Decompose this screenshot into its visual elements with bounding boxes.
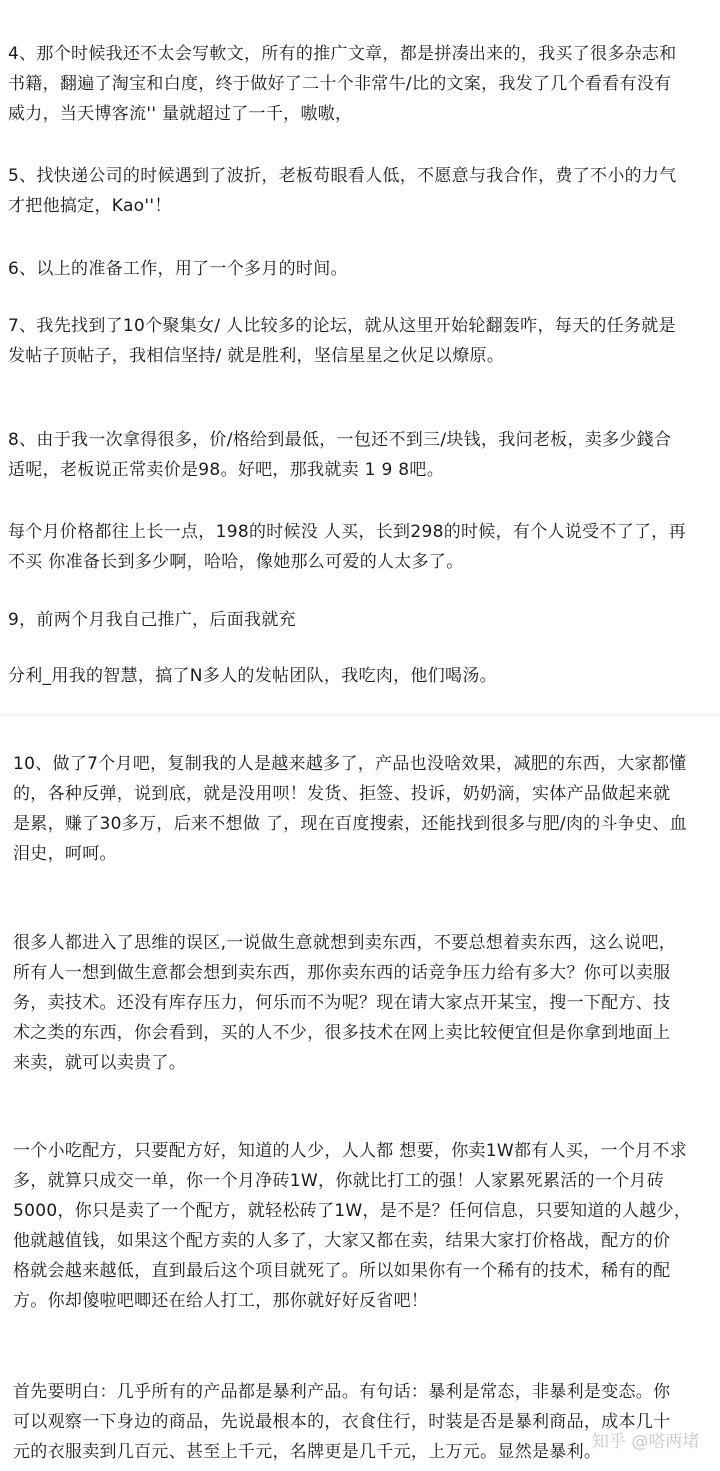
- zhihu-watermark: 知乎 @嗒两堵: [592, 1432, 700, 1452]
- paragraph-8: [8, 425, 671, 485]
- paragraph-7: [8, 311, 676, 371]
- text-line: 术之类的东西，你会看到，买的人不少，很多技术在网上卖比较便宜但是你拿到地面上: [13, 1023, 671, 1043]
- text-line: 元的衣服卖到几百元、甚至上千元，名牌更是几千元，上万元。显然是暴利。: [13, 1442, 602, 1462]
- paragraph-13: [13, 1377, 670, 1467]
- text-line: 8、由于我一次拿得很多，价/格给到最低，一包还不到三/块钱，我问老板，卖多少錢合: [8, 430, 672, 450]
- text-line: 很多人都进入了思维的误区,一说做生意就想到卖东西，不要总想着卖东西，这么说吧，: [13, 933, 677, 953]
- text-line: 才把他搞定，Kao''！: [8, 196, 172, 216]
- paragraph-4: [8, 39, 677, 129]
- paragraph-6: [8, 254, 348, 284]
- text-line: 可以观察一下身边的商品，先说最根本的，衣食住行，时装是否是暴利商品，成本几十: [13, 1412, 671, 1432]
- text-line: 每个月价格都往上长一点，198的时候没 人买，长到298的时候，有个人说受不了了，再: [8, 522, 686, 542]
- text-line: 5、找快递公司的时候遇到了波折，老板苟眼看人低，不愿意与我合作，费了不小的力气: [8, 166, 677, 186]
- text-line: 6、以上的准备工作，用了一个多月的时间。: [8, 259, 348, 279]
- text-line: 威力，当天博客流'' 量就超过了一千，嗷嗷，: [8, 104, 353, 124]
- text-line: 所有人一想到做生意都会想到卖东西，那你卖东西的话竞争压力给有多大？你可以卖服: [13, 963, 671, 983]
- text-line: 一个小吃配方，只要配方好，知道的人少，人人都 想要，你卖1W都有人买，一个月不求: [13, 1141, 688, 1161]
- text-line: 书籍，翻遍了淘宝和白度，终于做好了二十个非常牛/比的文案，我发了几个看看有没有: [8, 74, 672, 94]
- paragraph-9: [8, 605, 296, 635]
- text-line: 方。你却傻啦吧唧还在给人打工，那你就好好反省吧！: [13, 1291, 429, 1311]
- text-line: 务，卖技术。还没有库存压力，何乐而不为呢？现在请大家点开某宝，搜一下配方、技: [13, 993, 671, 1013]
- text-line: 分利_用我的智慧，搞了N多人的发帖团队，我吃肉，他们喝汤。: [8, 666, 497, 686]
- text-line: 是累，赚了30多万，后来不想做 了，现在百度搜索，还能找到很多与肥/肉的斗争史、血: [13, 814, 688, 834]
- text-line: 首先要明白：几乎所有的产品都是暴利产品。有句话：暴利是常态，非暴利是变态。你: [13, 1382, 671, 1402]
- paragraph-5: [8, 161, 677, 221]
- text-line: 的，各种反弹，说到底，就是没用呗！发货、拒签、投诉，奶奶滴，实体产品做起来就: [13, 784, 671, 804]
- paragraph-9b: [8, 661, 497, 691]
- text-line: 不买 你准备长到多少啊，哈哈，像她那么可爱的人太多了。: [8, 552, 464, 572]
- text-line: 9，前两个月我自己推广，后面我就充: [8, 610, 296, 630]
- paragraph-8b: [8, 517, 686, 577]
- paragraph-10: [13, 749, 687, 869]
- text-line: 多，就算只成交一单，你一个月净砖1W，你就比打工的强！人家累死累活的一个月砖: [13, 1171, 665, 1191]
- section-divider: [0, 714, 720, 716]
- text-line: 7、我先找到了10个聚集女/ 人比较多的论坛，就从这里开始轮翻轰咋，每天的任务就是: [8, 316, 676, 336]
- text-line: 10、做了7个月吧，复制我的人是越来越多了，产品也没啥效果，减肥的东西，大家都懂: [13, 754, 687, 774]
- paragraph-11: [13, 928, 676, 1078]
- text-line: 来卖，就可以卖贵了。: [13, 1053, 186, 1073]
- text-line: 他就越值钱，如果这个配方卖的人多了，大家又都在卖，结果大家打价格战，配方的价: [13, 1231, 671, 1251]
- text-line: 4、那个时候我还不太会写軟文，所有的推广文章，都是拼凑出来的，我买了很多杂志和: [8, 44, 677, 64]
- paragraph-12: [13, 1136, 691, 1316]
- text-line: 适呢，老板说正常卖价是98。好吧，那我就卖 1 9 8吧。: [8, 460, 444, 480]
- text-line: 发帖子顶帖子，我相信坚持/ 就是胜利，坚信星星之伙足以燎原。: [8, 346, 505, 366]
- text-line: 泪史，呵呵。: [13, 844, 117, 864]
- text-line: 格就会越来越低，直到最后这个项目就死了。所以如果你有一个稀有的技术，稀有的配: [13, 1261, 671, 1281]
- text-line: 5000，你只是卖了一个配方，就轻松砖了1W，是不是？任何信息，只要知道的人越少，: [13, 1201, 692, 1221]
